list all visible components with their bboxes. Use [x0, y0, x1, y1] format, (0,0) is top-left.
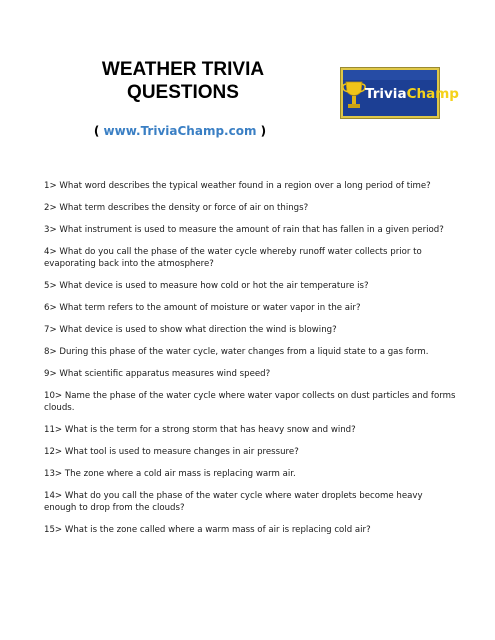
question-item: 3> What instrument is used to measure the amount of rain that has fallen in a given period? [44, 225, 444, 235]
question-item: 2> What term describes the density or force of air on things? [44, 203, 309, 213]
logo-text-champ: Champ [406, 86, 459, 102]
triviachamp-logo [340, 67, 459, 119]
question-item: 5> What device is used to measure how cold or hot the air temperature is? [44, 281, 369, 291]
question-item: 8> During this phase of the water cycle, water changes from a liquid state to a gas form. [44, 347, 429, 357]
question-item: 15> What is the zone called where a warm mass of air is replacing cold air? [44, 525, 371, 535]
question-item: 9> What scientific apparatus measures wind speed? [44, 369, 271, 379]
question-item: 4> What do you call the phase of the water cycle whereby runoff water collects prior to evaporating back into the atmosphere? [44, 247, 422, 269]
site-url-link[interactable]: www.TriviaChamp.com [103, 124, 257, 138]
svg-text:TriviaChamp [365, 86, 459, 102]
title-line-1: WEATHER TRIVIA [101, 59, 265, 80]
open-paren: ( [93, 124, 104, 138]
question-item: 11> What is the term for a strong storm that has heavy snow and wind? [44, 425, 356, 435]
title-line-2: QUESTIONS [127, 82, 239, 103]
question-item: 1> What word describes the typical weather found in a region over a long period of time? [44, 181, 431, 191]
questions-list [44, 180, 456, 546]
question-item: 12> What tool is used to measure changes in air pressure? [44, 447, 299, 457]
question-item: 10> Name the phase of the water cycle where water vapor collects on dust particles and forms clouds. [44, 391, 456, 413]
page-title [78, 58, 288, 104]
question-item: 7> What device is used to show what direction the wind is blowing? [44, 325, 337, 335]
question-item: 14> What do you call the phase of the water cycle where water droplets become heavy enough to drop from the clouds? [44, 491, 423, 513]
logo-text-trivia: Trivia [365, 86, 407, 102]
question-item: 13> The zone where a cold air mass is replacing warm air. [44, 469, 296, 479]
site-url-line [60, 124, 300, 138]
close-paren: ) [256, 124, 267, 138]
question-item: 6> What term refers to the amount of moisture or water vapor in the air? [44, 303, 361, 313]
